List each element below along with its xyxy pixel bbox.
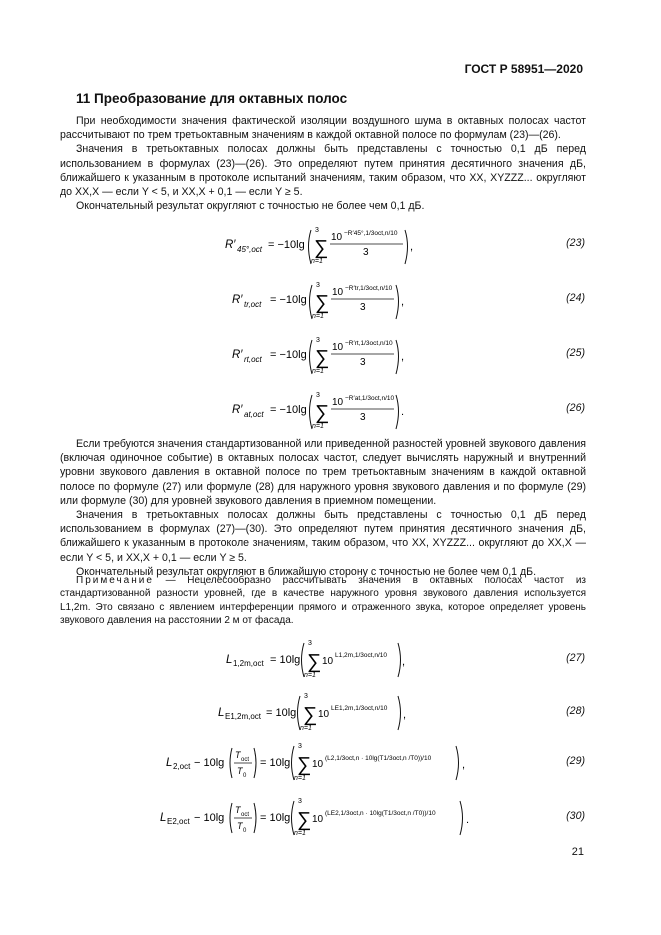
svg-text:L1,2m,1/3oct,n/10: L1,2m,1/3oct,n/10: [335, 652, 388, 659]
svg-text:10: 10: [331, 232, 343, 243]
paragraph: Значения в третьоктавных полосах должны быть представлены с точностью 0,1 дБ перед использованием в формулах (27)—(30). Это определяют путем принятия десятичного значения дБ, ближайшего к указанным в протоколе значениям, таким образом, что XX, XYZZZ... округляют до XX,X — если Y < 5, и XX,X + 0,1 — если Y ≥ 5.: [60, 509, 586, 564]
equation-30-formula: [160, 793, 478, 843]
paragraph: Окончательный результат округляют с точностью не более чем 0,1 дБ.: [76, 200, 425, 213]
svg-text:= −10lg: = −10lg: [270, 404, 307, 416]
svg-text:∑: ∑: [315, 347, 330, 369]
paragraph: При необходимости значения фактической изоляции воздушного шума в октавных полосах частот рассчитывают по трем третьоктавным значениям в каждой октавной полосе по формулам (23)—(26).: [60, 115, 586, 142]
svg-text:(L2,1/3oct,n · 10lg(T1/3oct,n: (L2,1/3oct,n · 10lg(T1/3oct,n /T0))/10: [325, 755, 432, 762]
equation-23: [0, 222, 661, 272]
equation-23-formula: [225, 222, 415, 272]
equation-30: [0, 793, 661, 843]
svg-text:−R′45°,1/3oct,n/10: −R′45°,1/3oct,n/10: [344, 230, 398, 237]
svg-text:3: 3: [298, 798, 302, 805]
equation-number: (24): [566, 292, 585, 304]
svg-text:10: 10: [332, 397, 344, 408]
svg-text:R′: R′: [232, 404, 243, 416]
svg-text:10: 10: [332, 287, 344, 298]
svg-text:E2,oct: E2,oct: [167, 817, 190, 826]
page-number: 21: [571, 846, 584, 858]
equation-28-formula: [218, 688, 418, 738]
equation-24: [0, 277, 661, 327]
svg-text:(LE2,1/3oct,n · 10lg(T1/3oct,n: (LE2,1/3oct,n · 10lg(T1/3oct,n /T0))/10: [325, 810, 436, 817]
svg-text:= −10lg: = −10lg: [270, 349, 307, 361]
svg-text:3: 3: [316, 282, 320, 289]
equation-24-formula: [232, 277, 412, 327]
paragraph: Окончательный результат округляют в ближайшую сторону с точностью не более чем 0,1 дБ.: [76, 565, 537, 578]
equation-number: (30): [566, 810, 585, 822]
svg-text:∑: ∑: [307, 651, 322, 673]
svg-text:= 10lg: = 10lg: [260, 757, 291, 769]
svg-text:3: 3: [363, 247, 369, 258]
svg-text:3: 3: [308, 640, 312, 647]
standard-header: ГОСТ Р 58951—2020: [464, 62, 583, 76]
svg-text:= −10lg: = −10lg: [270, 294, 307, 306]
paragraph: Если требуются значения стандартизованной или приведенной разностей уровней звукового давления (включая одиночное событие) в октавных полосах частот, следует вычислять наружный и внутренний уровни звукового давления в октавной полосе по трем третьоктавным значениям в каждой октавной полосе по формуле (27) или формуле (28) для наружного уровня звукового давления и по формуле (29) или формуле (30) для уровней звукового давления в приемном помещении.: [60, 438, 586, 507]
svg-text:,: ,: [401, 351, 405, 363]
svg-text:45°,oct: 45°,oct: [237, 245, 262, 254]
svg-text:oct: oct: [241, 757, 250, 763]
svg-text:10: 10: [318, 709, 330, 720]
svg-text:.: .: [466, 814, 470, 826]
svg-text:at,oct: at,oct: [244, 410, 264, 419]
svg-text:n=1: n=1: [312, 368, 324, 375]
section-title: 11 Преобразование для октавных полос: [76, 91, 348, 106]
svg-text:n=1: n=1: [311, 258, 323, 265]
svg-text:10: 10: [312, 759, 324, 770]
svg-text:L: L: [226, 654, 233, 666]
equation-number: (23): [566, 237, 585, 249]
svg-text:−R′at,1/3oct,n/10: −R′at,1/3oct,n/10: [345, 395, 395, 402]
svg-text:,: ,: [402, 656, 406, 668]
svg-text:∑: ∑: [297, 809, 312, 831]
equation-26: [0, 387, 661, 437]
svg-text:= 10lg: = 10lg: [266, 707, 297, 719]
equation-number: (28): [566, 705, 585, 717]
svg-text:−R′tr,1/3oct,n/10: −R′tr,1/3oct,n/10: [345, 285, 393, 292]
svg-text:3: 3: [315, 227, 319, 234]
note-label: Примечание: [76, 575, 154, 586]
svg-text:LE1,2m,1/3oct,n/10: LE1,2m,1/3oct,n/10: [331, 705, 388, 712]
svg-text:.: .: [401, 406, 405, 418]
svg-text:10: 10: [322, 656, 334, 667]
note: [60, 574, 586, 628]
svg-text:3: 3: [304, 693, 308, 700]
svg-text:3: 3: [298, 743, 302, 750]
intro-text-block: [60, 114, 586, 213]
equation-27-formula: [226, 635, 416, 685]
svg-text:= 10lg: = 10lg: [260, 812, 291, 824]
svg-text:n=1: n=1: [294, 830, 306, 837]
svg-text:− 10lg: − 10lg: [194, 757, 225, 769]
svg-text:3: 3: [316, 392, 320, 399]
equation-29: [0, 738, 661, 788]
svg-text:= 10lg: = 10lg: [270, 654, 301, 666]
equation-number: (25): [566, 347, 585, 359]
equation-number: (29): [566, 755, 585, 767]
svg-text:3: 3: [316, 337, 320, 344]
svg-text:∑: ∑: [315, 402, 330, 424]
svg-text:10: 10: [332, 342, 344, 353]
svg-text:L: L: [166, 757, 173, 769]
svg-text:3: 3: [360, 357, 366, 368]
equation-29-formula: [166, 738, 476, 788]
svg-text:10: 10: [312, 814, 324, 825]
main-text-block: [60, 437, 586, 579]
equation-27: [0, 635, 661, 685]
equation-number: (27): [566, 652, 585, 664]
note-text: — Нецелесообразно рассчитывать значения в октавных полосах частот из стандартизованной разности уровней, где в качестве наружного уровня звукового давления используется L1,2m. Это связано с явлением интерференции прямого и отраженного звука, которое определяет уровень звукового давления на расстоянии 2 м от фасада.: [60, 575, 586, 627]
svg-text:0: 0: [243, 828, 247, 834]
svg-text:,: ,: [401, 296, 405, 308]
svg-text:∑: ∑: [297, 754, 312, 776]
equation-25: [0, 332, 661, 382]
equation-number: (26): [566, 402, 585, 414]
svg-text:R′: R′: [232, 349, 243, 361]
svg-text:n=1: n=1: [294, 775, 306, 782]
svg-text:n=1: n=1: [304, 672, 316, 679]
svg-text:∑: ∑: [314, 237, 329, 259]
svg-text:rt,oct: rt,oct: [244, 355, 262, 364]
svg-text:,: ,: [462, 759, 466, 771]
svg-text:tr,oct: tr,oct: [244, 300, 262, 309]
svg-text:2,oct: 2,oct: [173, 762, 191, 771]
svg-text:R′: R′: [225, 239, 236, 251]
svg-text:3: 3: [360, 302, 366, 313]
svg-text:n=1: n=1: [312, 313, 324, 320]
svg-text:L: L: [218, 707, 225, 719]
svg-text:,: ,: [410, 241, 414, 253]
svg-text:3: 3: [360, 412, 366, 423]
svg-text:T: T: [235, 750, 241, 760]
svg-text:1,2m,oct: 1,2m,oct: [233, 659, 264, 668]
svg-text:n=1: n=1: [312, 423, 324, 430]
svg-text:L: L: [160, 812, 167, 824]
svg-text:,: ,: [403, 709, 407, 721]
svg-text:∑: ∑: [303, 704, 318, 726]
equation-28: [0, 688, 661, 738]
svg-text:E1,2m,oct: E1,2m,oct: [225, 712, 262, 721]
equation-26-formula: [232, 387, 412, 437]
paragraph: Значения в третьоктавных полосах должны быть представлены с точностью 0,1 дБ перед использованием в формулах (23)—(26). Это определяют путем принятия десятичного значения дБ, ближайшего к указанным в протоколе испытаний значениям, таким образом, что XX, XYZZZ... округляют до XX,X — если Y < 5, и XX,X + 0,1 — если Y ≥ 5.: [60, 143, 586, 199]
equation-25-formula: [232, 332, 412, 382]
svg-text:−R′rt,1/3oct,n/10: −R′rt,1/3oct,n/10: [345, 340, 393, 347]
svg-text:= −10lg: = −10lg: [268, 239, 305, 251]
svg-text:R′: R′: [232, 294, 243, 306]
svg-text:− 10lg: − 10lg: [194, 812, 225, 824]
svg-text:0: 0: [243, 773, 247, 779]
svg-text:T: T: [235, 805, 241, 815]
svg-text:T: T: [237, 766, 243, 776]
svg-text:∑: ∑: [315, 292, 330, 314]
svg-text:T: T: [237, 821, 243, 831]
svg-text:n=1: n=1: [300, 725, 312, 732]
svg-text:oct: oct: [241, 812, 250, 818]
